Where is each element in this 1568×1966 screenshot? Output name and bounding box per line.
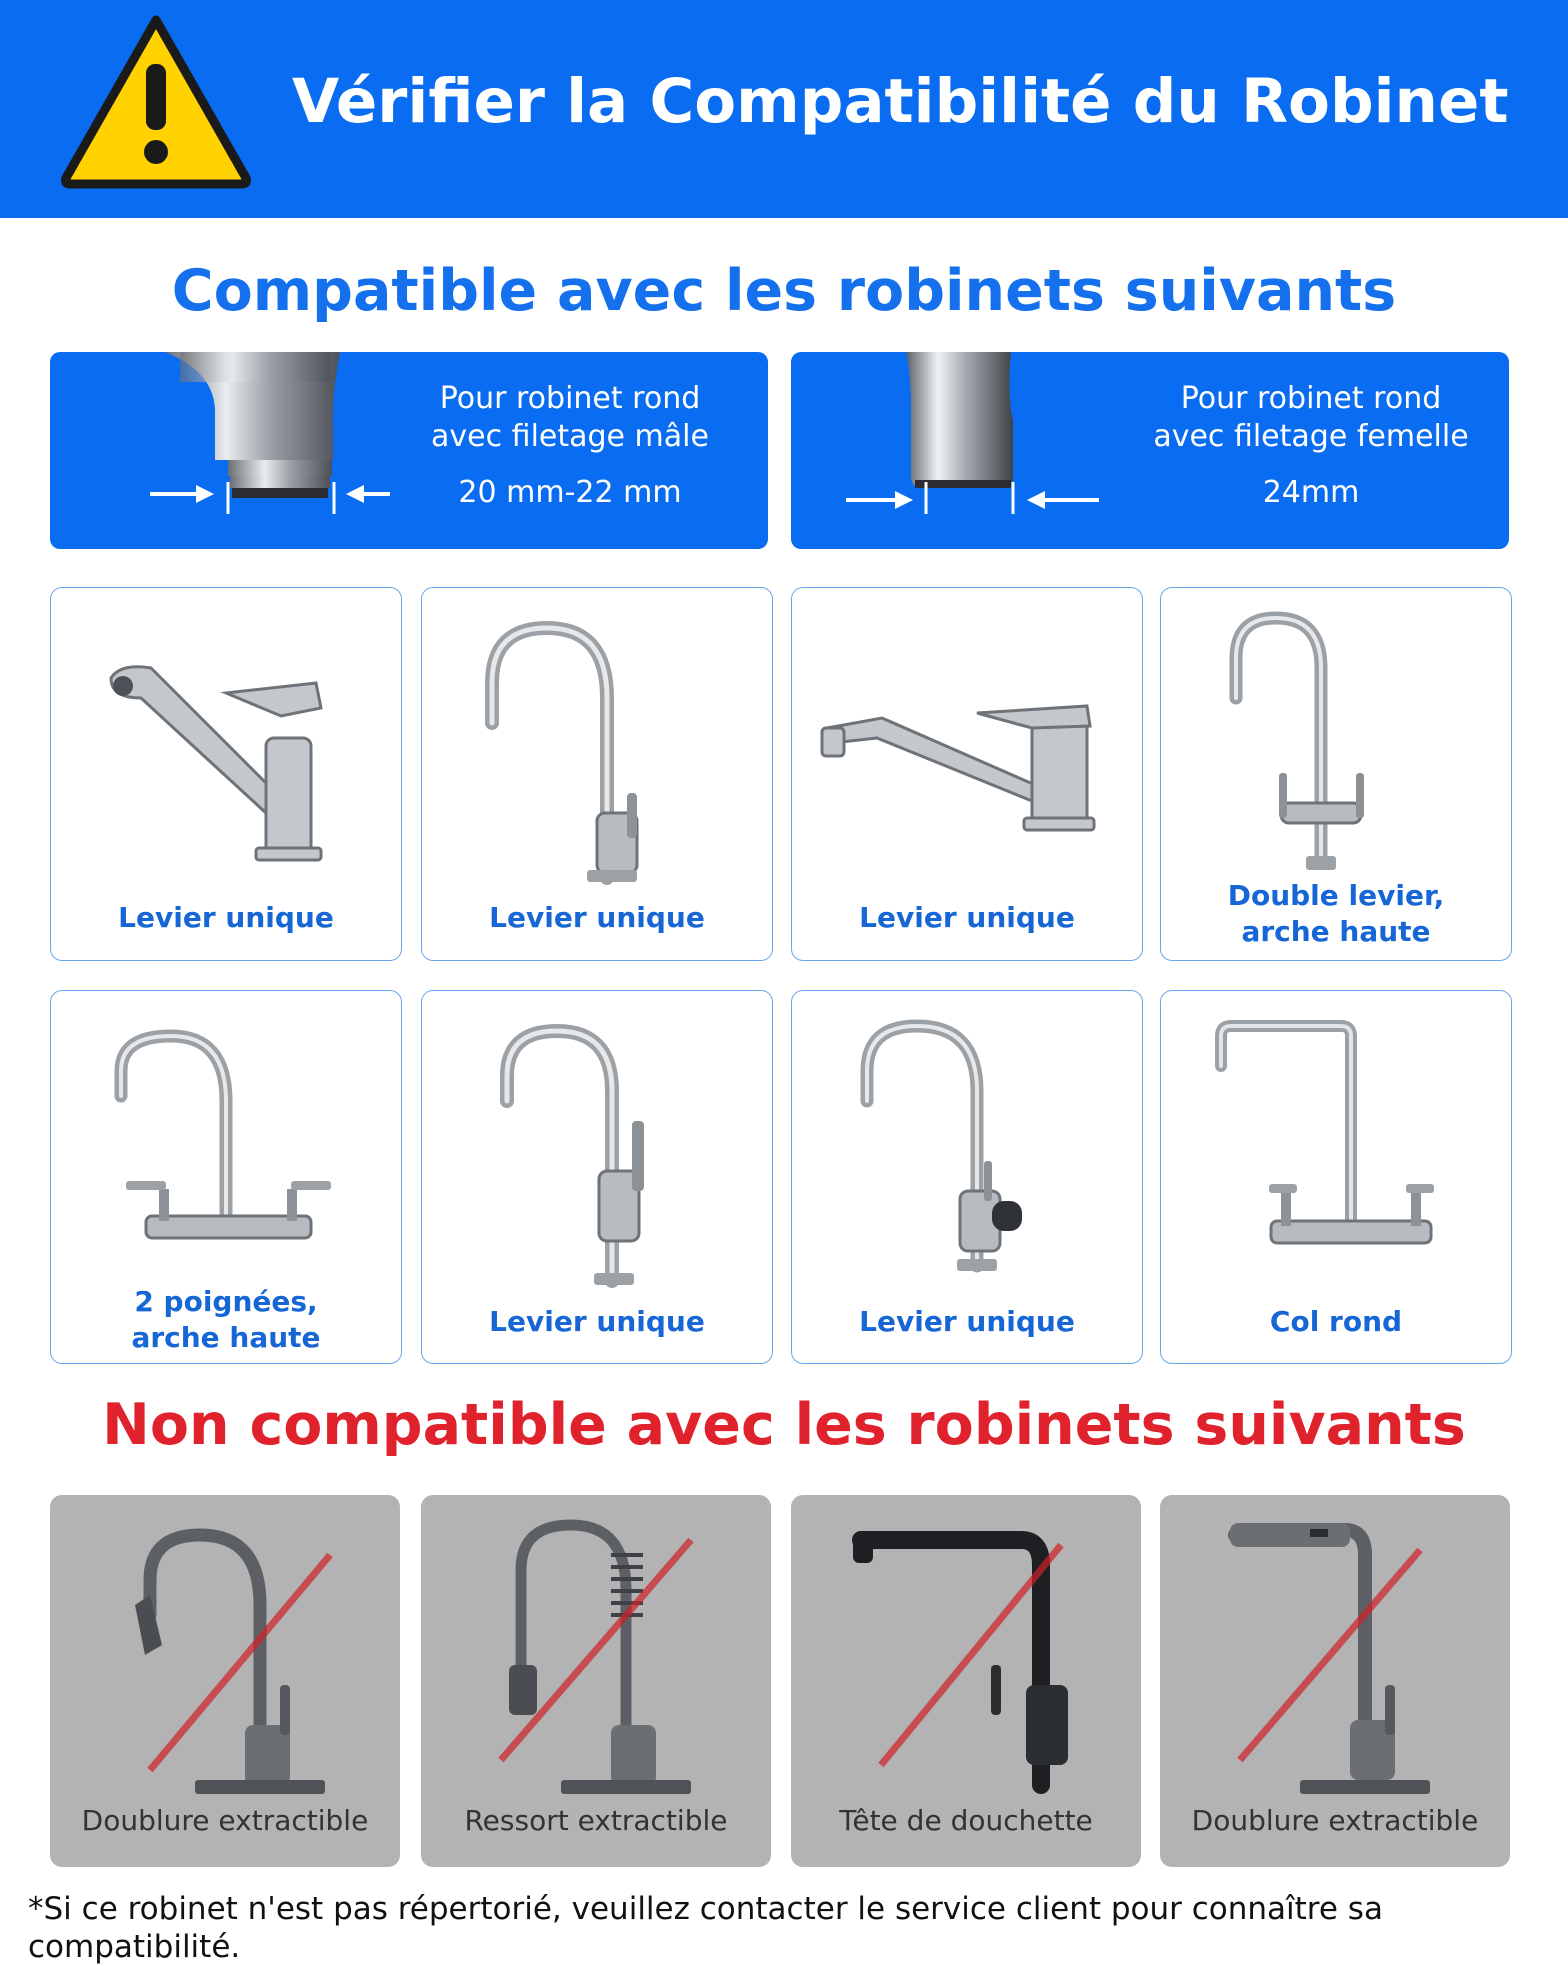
- card-4-label-line1: Double levier,: [1227, 879, 1445, 912]
- card-5-label-line2: arche haute: [131, 1321, 321, 1354]
- card-1-label: Levier unique: [118, 901, 334, 934]
- non-compatible-section-title: Non compatible avec les robinets suivants: [102, 1392, 1466, 1458]
- non-compatible-card-1-label: Doublure extractible: [81, 1804, 369, 1837]
- card-5-label-line1: 2 poignées,: [134, 1285, 318, 1318]
- page-title: Vérifier la Compatibilité du Robinet: [292, 66, 1509, 137]
- non-compatible-card-4-label: Doublure extractible: [1191, 1804, 1479, 1837]
- spec-female-line1: Pour robinet rond: [1180, 381, 1442, 416]
- spec-male-line1: Pour robinet rond: [439, 381, 701, 416]
- pullout-sprayer-faucet-icon: [1160, 1495, 1510, 1805]
- warning-icon: [58, 12, 254, 190]
- long-spout-single-lever-faucet-icon: [792, 588, 1142, 888]
- female-thread-faucet-icon: [791, 352, 1131, 549]
- non-compatible-card-2: [421, 1495, 771, 1867]
- non-compatible-card-3-label: Tête de douchette: [839, 1804, 1093, 1837]
- gooseneck-single-lever-faucet-icon: [422, 991, 772, 1291]
- footnote: *Si ce robinet n'est pas répertorié, veuillez contacter le service client pour connaître sa compatibilité.: [28, 1891, 1383, 1965]
- compatible-card-4: [1160, 587, 1512, 961]
- compatible-card-2: [421, 587, 773, 961]
- non-compatible-card-1: [50, 1495, 400, 1867]
- compatible-card-1: [50, 587, 402, 961]
- spec-female-thread: [791, 352, 1509, 549]
- compatible-card-3: [791, 587, 1143, 961]
- card-4-label: [1161, 878, 1511, 950]
- compatible-card-8: [1160, 990, 1512, 1364]
- compatible-card-7: [791, 990, 1143, 1364]
- spec-male-thread: [50, 352, 768, 549]
- spec-female-line2: avec filetage femelle: [1153, 419, 1469, 454]
- header-banner: [0, 0, 1568, 218]
- card-4-label-line2: arche haute: [1241, 915, 1431, 948]
- card-3-label: Levier unique: [859, 901, 1075, 934]
- compatible-card-5: [50, 990, 402, 1364]
- spray-head-faucet-icon: [791, 1495, 1141, 1805]
- spec-male-line2: avec filetage mâle: [431, 419, 709, 454]
- double-lever-high-arch-faucet-icon: [1161, 588, 1511, 888]
- spec-male-size: 20 mm-22 mm: [458, 475, 682, 510]
- compatible-card-6: [421, 990, 773, 1364]
- non-compatible-card-3: [791, 1495, 1141, 1867]
- spec-female-size: 24mm: [1262, 475, 1360, 510]
- card-7-label: Levier unique: [859, 1305, 1075, 1338]
- gooseneck-single-lever-faucet-icon: [422, 588, 772, 888]
- card-6-label: Levier unique: [489, 1305, 705, 1338]
- compatible-section-title: Compatible avec les robinets suivants: [171, 258, 1397, 324]
- pullout-single-lever-faucet-icon: [51, 588, 401, 888]
- card-2-label: Levier unique: [489, 901, 705, 934]
- spring-pulldown-faucet-icon: [421, 1495, 771, 1805]
- card-5-label: [51, 1284, 401, 1356]
- male-thread-faucet-icon: [50, 352, 390, 549]
- non-compatible-card-4: [1160, 1495, 1510, 1867]
- gooseneck-side-lever-faucet-icon: [792, 991, 1142, 1291]
- two-handle-high-arch-faucet-icon: [51, 991, 401, 1291]
- pull-down-sprayer-faucet-icon: [50, 1495, 400, 1805]
- card-8-label: Col rond: [1269, 1305, 1403, 1338]
- non-compatible-card-2-label: Ressort extractible: [464, 1804, 728, 1837]
- round-neck-faucet-icon: [1161, 991, 1511, 1291]
- spec-male-description: [380, 380, 760, 456]
- spec-female-description: [1121, 380, 1501, 456]
